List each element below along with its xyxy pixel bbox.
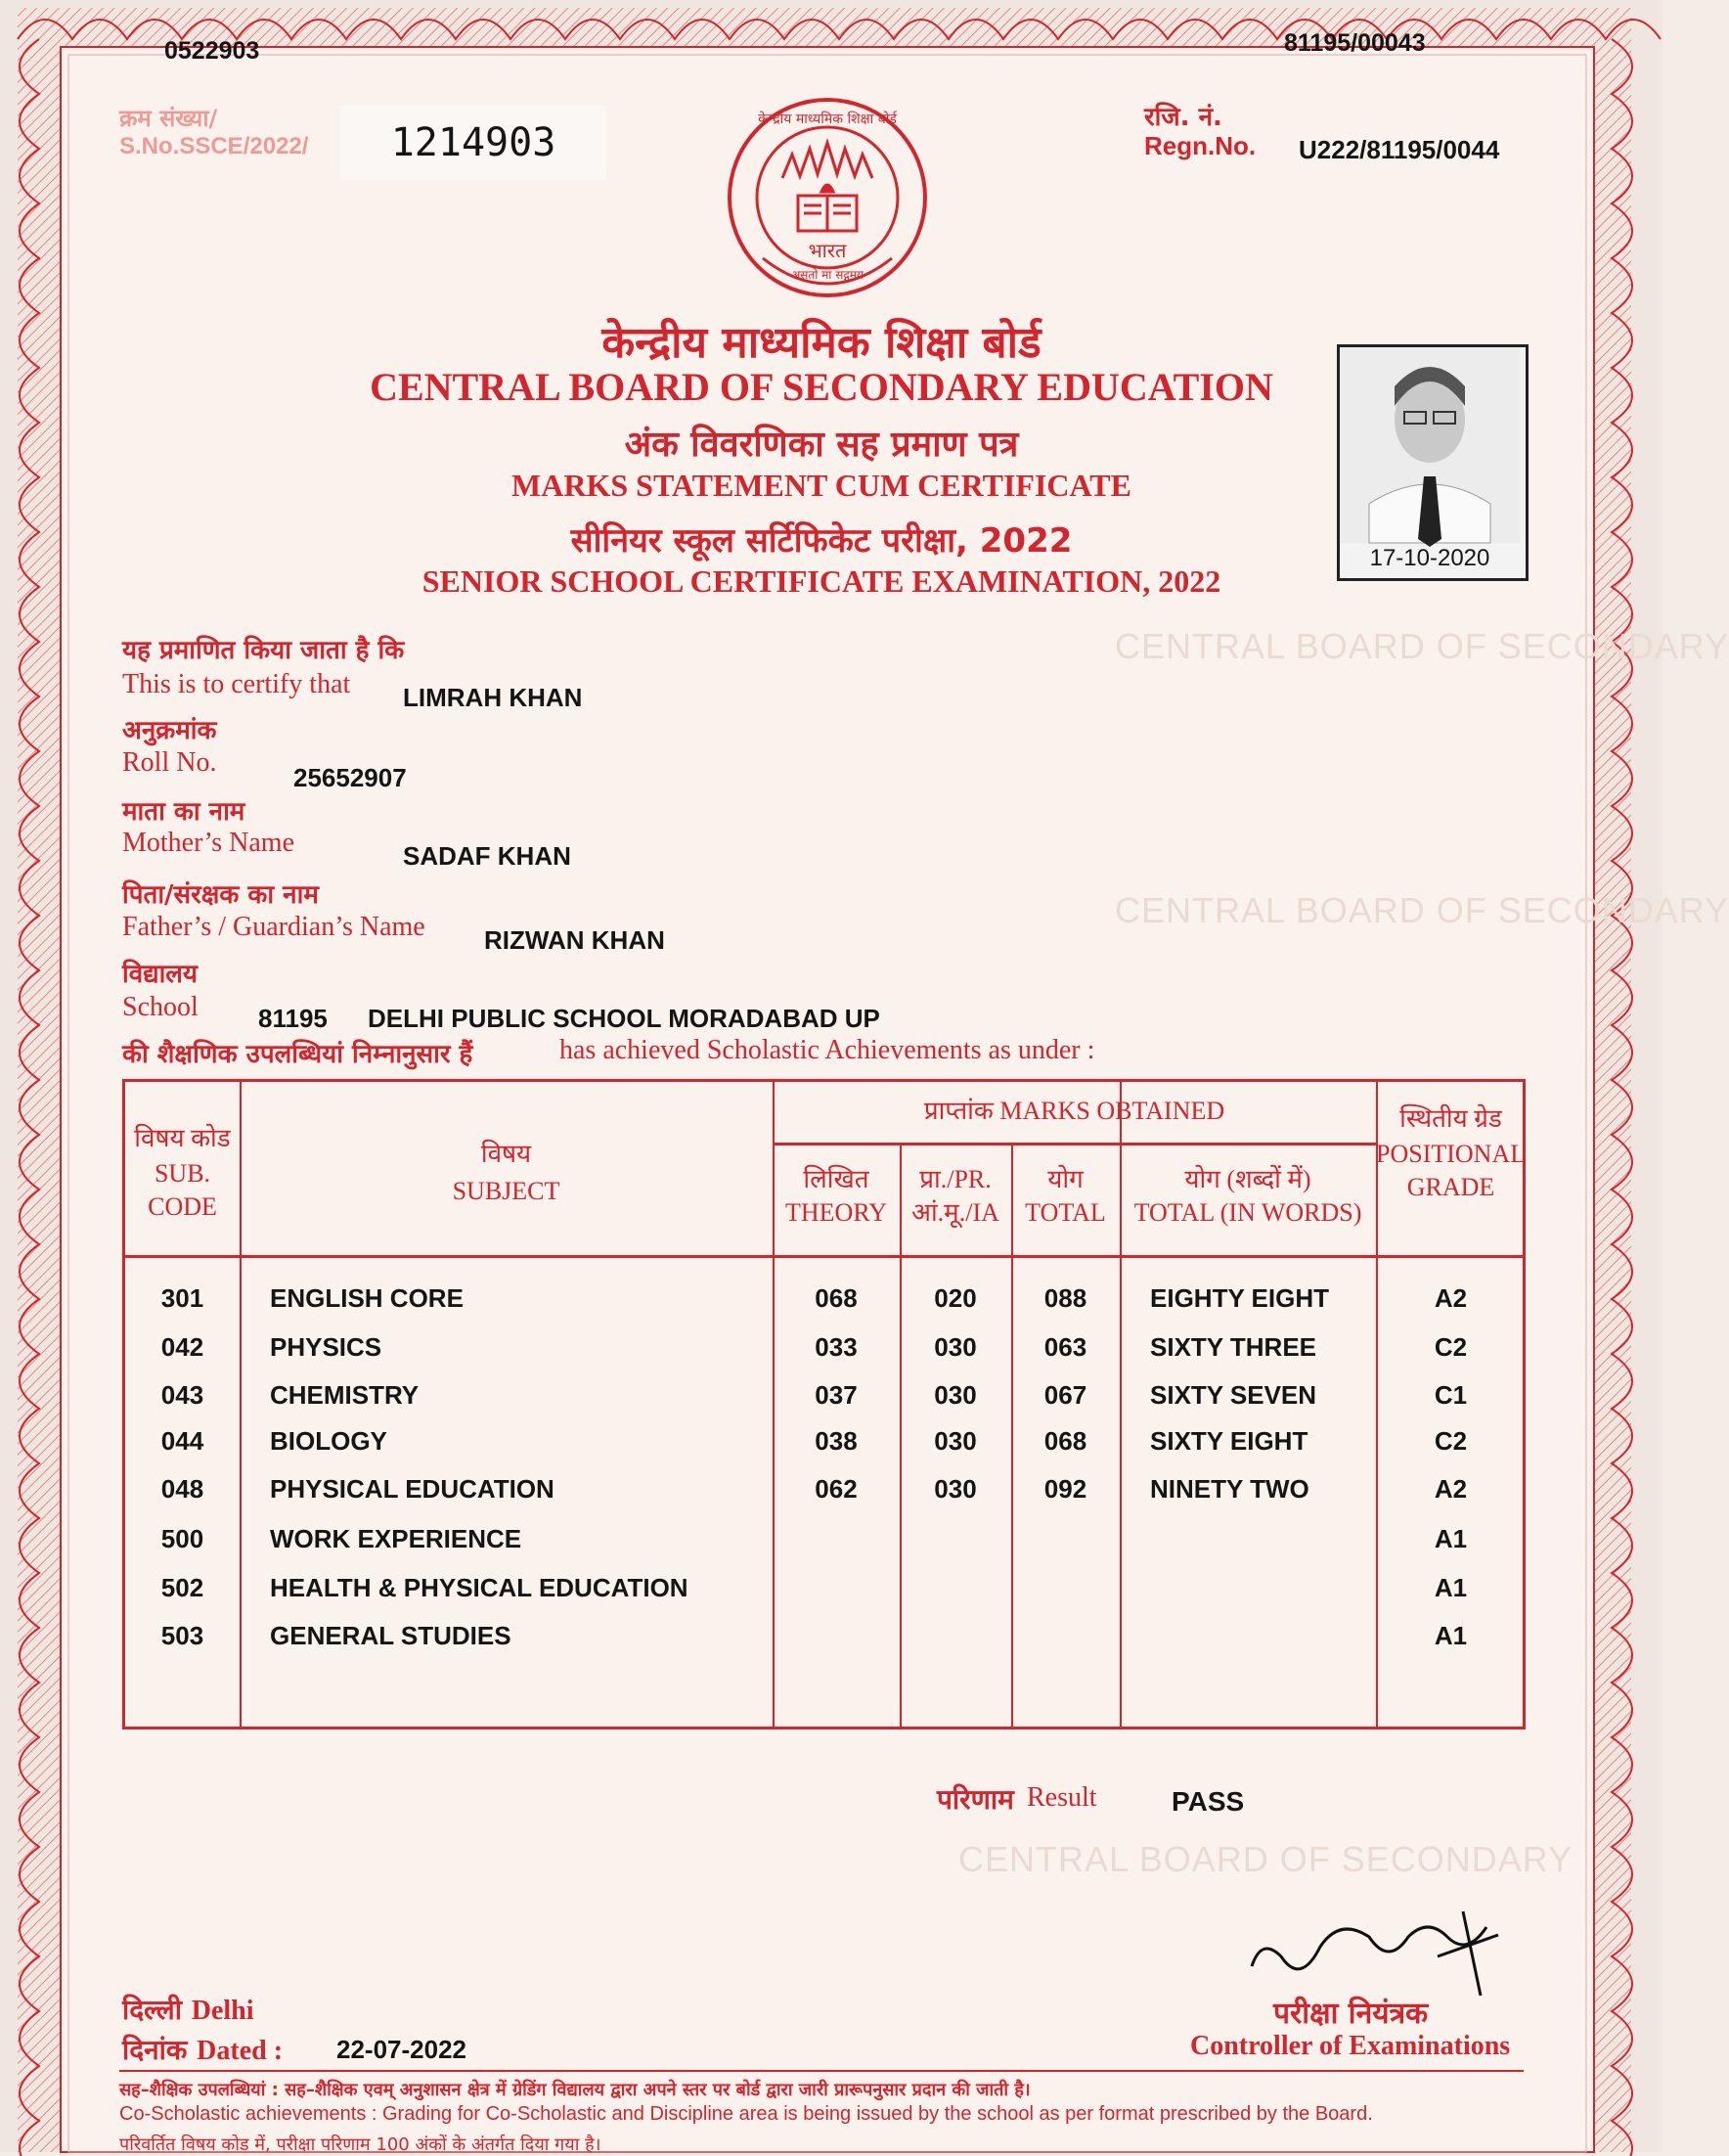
header-marks bbox=[773, 1096, 1376, 1127]
result-value: PASS bbox=[1172, 1786, 1245, 1817]
cell-words: SIXTY SEVEN bbox=[1150, 1380, 1317, 1410]
cell-words: SIXTY THREE bbox=[1150, 1332, 1317, 1362]
cell-subject: BIOLOGY bbox=[270, 1426, 387, 1456]
header-marks-en: MARKS OBTAINED bbox=[999, 1097, 1225, 1125]
cell-pr: 030 bbox=[934, 1474, 977, 1504]
controller-title-hi: परीक्षा नियंत्रक bbox=[1273, 1997, 1429, 2031]
cell-grade: A1 bbox=[1434, 1573, 1468, 1602]
cell-pr: 030 bbox=[934, 1380, 977, 1410]
cell-theory: 033 bbox=[815, 1332, 858, 1362]
watermark-text: CENTRAL BOARD OF SECONDARY bbox=[958, 1839, 1574, 1879]
header-theory-hi: लिखित bbox=[803, 1165, 869, 1193]
header-pr-1: प्रा./PR. bbox=[919, 1165, 992, 1193]
cell-subject: WORK EXPERIENCE bbox=[270, 1524, 522, 1553]
roll-number: 25652907 bbox=[293, 763, 407, 792]
doc-title-hi: अंक विवरणिका सह प्रमाण पत्र bbox=[624, 425, 1019, 465]
right-code: 81195/00043 bbox=[1284, 29, 1426, 57]
controller-signature bbox=[1242, 1898, 1506, 2005]
father-name: RIZWAN KHAN bbox=[484, 925, 665, 955]
school-label-hi: विद्यालय bbox=[122, 960, 199, 989]
issue-date: 22-07-2022 bbox=[336, 2035, 466, 2064]
header-words-hi: योग (शब्दों में) bbox=[1184, 1165, 1311, 1193]
dated-label bbox=[122, 2031, 283, 2068]
cell-words: NINETY TWO bbox=[1150, 1474, 1309, 1504]
regn-label-en: Regn.No. bbox=[1144, 131, 1257, 160]
header-code-en1: SUB. bbox=[154, 1159, 211, 1188]
student-photo-icon bbox=[1340, 347, 1520, 543]
header-grade-hi: स्थितीय ग्रेड bbox=[1399, 1104, 1502, 1133]
achieved-label-hi: की शैक्षणिक उपलब्धियां निम्नानुसार हैं bbox=[122, 1040, 473, 1069]
cell-subject: PHYSICS bbox=[270, 1332, 382, 1362]
doc-title-en: MARKS STATEMENT CUM CERTIFICATE bbox=[511, 468, 1131, 503]
roll-label-hi: अनुक्रमांक bbox=[122, 716, 217, 745]
father-label-en: Father’s / Guardian’s Name bbox=[122, 912, 425, 942]
cell-grade: C1 bbox=[1434, 1380, 1468, 1410]
exam-title-en: SENIOR SCHOOL CERTIFICATE EXAMINATION, 2022 bbox=[421, 563, 1221, 599]
cell-total: 068 bbox=[1043, 1426, 1087, 1456]
place bbox=[122, 1991, 254, 2028]
left-code: 0522903 bbox=[164, 37, 260, 65]
controller-title-en: Controller of Examinations bbox=[1190, 2031, 1511, 2061]
note-hi: सह–शैक्षिक उपलब्धियां : सह–शैक्षिक एवम् अनुशासन क्षेत्र में ग्रेडिंग विद्यालय द्वारा अपने स्तर पर बोर्ड द्वारा जारी प्रारूपनुसार प्रदान की जाती है। bbox=[119, 2080, 1031, 2100]
cell-pr: 030 bbox=[934, 1426, 977, 1456]
cell-theory: 062 bbox=[815, 1474, 858, 1504]
cell-theory: 038 bbox=[815, 1426, 858, 1456]
father-label-hi: पिता/संरक्षक का नाम bbox=[122, 880, 319, 910]
header-words-en: TOTAL (IN WORDS) bbox=[1133, 1198, 1362, 1227]
roll-label-en: Roll No. bbox=[122, 747, 217, 778]
dated-hi: दिनांक bbox=[122, 2034, 188, 2066]
mother-label-en: Mother’s Name bbox=[122, 828, 294, 858]
cell-subject: HEALTH & PHYSICAL EDUCATION bbox=[270, 1573, 688, 1602]
school-code: 81195 bbox=[258, 1004, 328, 1033]
header-grade-en2: GRADE bbox=[1406, 1173, 1495, 1201]
header-subject-hi: विषय bbox=[480, 1140, 532, 1168]
marks-table bbox=[122, 1079, 1526, 1729]
school-label-en: School bbox=[122, 992, 199, 1022]
header-grade-en1: POSITIONAL bbox=[1376, 1140, 1527, 1168]
photo-date: 17-10-2020 bbox=[1369, 545, 1490, 571]
cell-grade: C2 bbox=[1434, 1426, 1468, 1456]
cell-code: 043 bbox=[160, 1380, 204, 1410]
place-en: Delhi bbox=[191, 1996, 254, 2026]
cell-theory: 068 bbox=[815, 1283, 858, 1313]
cell-code: 500 bbox=[160, 1524, 204, 1553]
serial-number: 1214903 bbox=[340, 106, 606, 180]
cell-total: 067 bbox=[1043, 1380, 1087, 1410]
header-pr-2: आं.मू./IA bbox=[911, 1198, 999, 1227]
cell-words: SIXTY EIGHT bbox=[1150, 1426, 1308, 1456]
mother-label-hi: माता का नाम bbox=[122, 797, 245, 827]
cell-subject: CHEMISTRY bbox=[270, 1380, 420, 1410]
emblem-motto: असतो मा सद्गमय bbox=[791, 268, 864, 282]
regn-label-hi: रजि. नं. bbox=[1144, 103, 1222, 132]
cell-pr: 020 bbox=[934, 1283, 977, 1313]
certify-label-hi: यह प्रमाणित किया जाता है कि bbox=[122, 636, 405, 665]
cell-subject: ENGLISH CORE bbox=[270, 1283, 464, 1313]
cell-pr: 030 bbox=[934, 1332, 977, 1362]
cell-code: 503 bbox=[160, 1621, 204, 1650]
cell-code: 042 bbox=[160, 1332, 204, 1362]
exam-title-hi: सीनियर स्कूल सर्टिफिकेट परीक्षा, 2022 bbox=[570, 521, 1073, 561]
cell-total: 088 bbox=[1043, 1283, 1087, 1313]
mother-name: SADAF KHAN bbox=[403, 841, 571, 871]
cell-code: 044 bbox=[160, 1426, 204, 1456]
emblem-ring-text: केन्द्रीय माध्यमिक शिक्षा बोर्ड bbox=[758, 112, 897, 127]
header-subject-en: SUBJECT bbox=[452, 1177, 560, 1205]
cell-theory: 037 bbox=[815, 1380, 858, 1410]
place-hi: दिल्ली bbox=[122, 1994, 182, 2026]
cell-grade: A2 bbox=[1434, 1283, 1468, 1313]
student-name: LIMRAH KHAN bbox=[403, 683, 583, 712]
cell-code: 502 bbox=[160, 1573, 204, 1602]
header-marks-hi: प्राप्तांक bbox=[923, 1097, 994, 1126]
serial-label-en: S.No.SSCE/2022/ bbox=[119, 133, 309, 159]
cell-grade: A2 bbox=[1434, 1474, 1468, 1504]
certify-label-en: This is to certify that bbox=[122, 669, 351, 699]
header-code-en2: CODE bbox=[148, 1192, 217, 1221]
cell-grade: A1 bbox=[1434, 1621, 1468, 1650]
result-label-hi: परिणाम bbox=[937, 1783, 1014, 1816]
cell-subject: GENERAL STUDIES bbox=[270, 1621, 511, 1650]
watermark-text: CENTRAL BOARD OF SECONDARY bbox=[1115, 890, 1729, 930]
header-total-hi: योग bbox=[1047, 1165, 1084, 1193]
school-name: DELHI PUBLIC SCHOOL MORADABAD UP bbox=[368, 1004, 880, 1033]
board-title-en: CENTRAL BOARD OF SECONDARY EDUCATION bbox=[370, 365, 1273, 409]
result-label-en: Result bbox=[1027, 1782, 1097, 1813]
student-photo bbox=[1337, 344, 1529, 581]
emblem-country: भारत bbox=[808, 239, 847, 262]
regn-number: U222/81195/0044 bbox=[1299, 135, 1500, 164]
dated-en: Dated : bbox=[197, 2036, 284, 2066]
cell-subject: PHYSICAL EDUCATION bbox=[270, 1474, 554, 1504]
header-code-hi: विषय कोड bbox=[134, 1124, 231, 1152]
note-hi-2: परिवर्तित विषय कोड में, परीक्षा परिणाम 100 अंकों के अंतर्गत दिया गया है। bbox=[119, 2134, 601, 2155]
footer-divider bbox=[119, 2070, 1524, 2072]
watermark-text: CENTRAL BOARD OF SECONDARY bbox=[1115, 626, 1729, 666]
cell-code: 048 bbox=[160, 1474, 204, 1504]
cell-code: 301 bbox=[160, 1283, 204, 1313]
cell-total: 092 bbox=[1043, 1474, 1087, 1504]
header-total-en: TOTAL bbox=[1025, 1198, 1106, 1227]
serial-label-hi: क्रम संख्या/ bbox=[119, 105, 218, 132]
board-title-hi: केन्द्रीय माध्यमिक शिक्षा बोर्ड bbox=[601, 318, 1042, 368]
cell-grade: C2 bbox=[1434, 1332, 1468, 1362]
cell-grade: A1 bbox=[1434, 1524, 1468, 1553]
note-en: Co-Scholastic achievements : Grading for Co-Scholastic and Discipline area is being issued by the school as per format prescribed by the Board. bbox=[119, 2103, 1373, 2125]
cell-total: 063 bbox=[1043, 1332, 1087, 1362]
header-theory-en: THEORY bbox=[785, 1198, 887, 1227]
achieved-label-en: has achieved Scholastic Achievements as under : bbox=[559, 1035, 1095, 1065]
cell-words: EIGHTY EIGHT bbox=[1150, 1283, 1329, 1313]
